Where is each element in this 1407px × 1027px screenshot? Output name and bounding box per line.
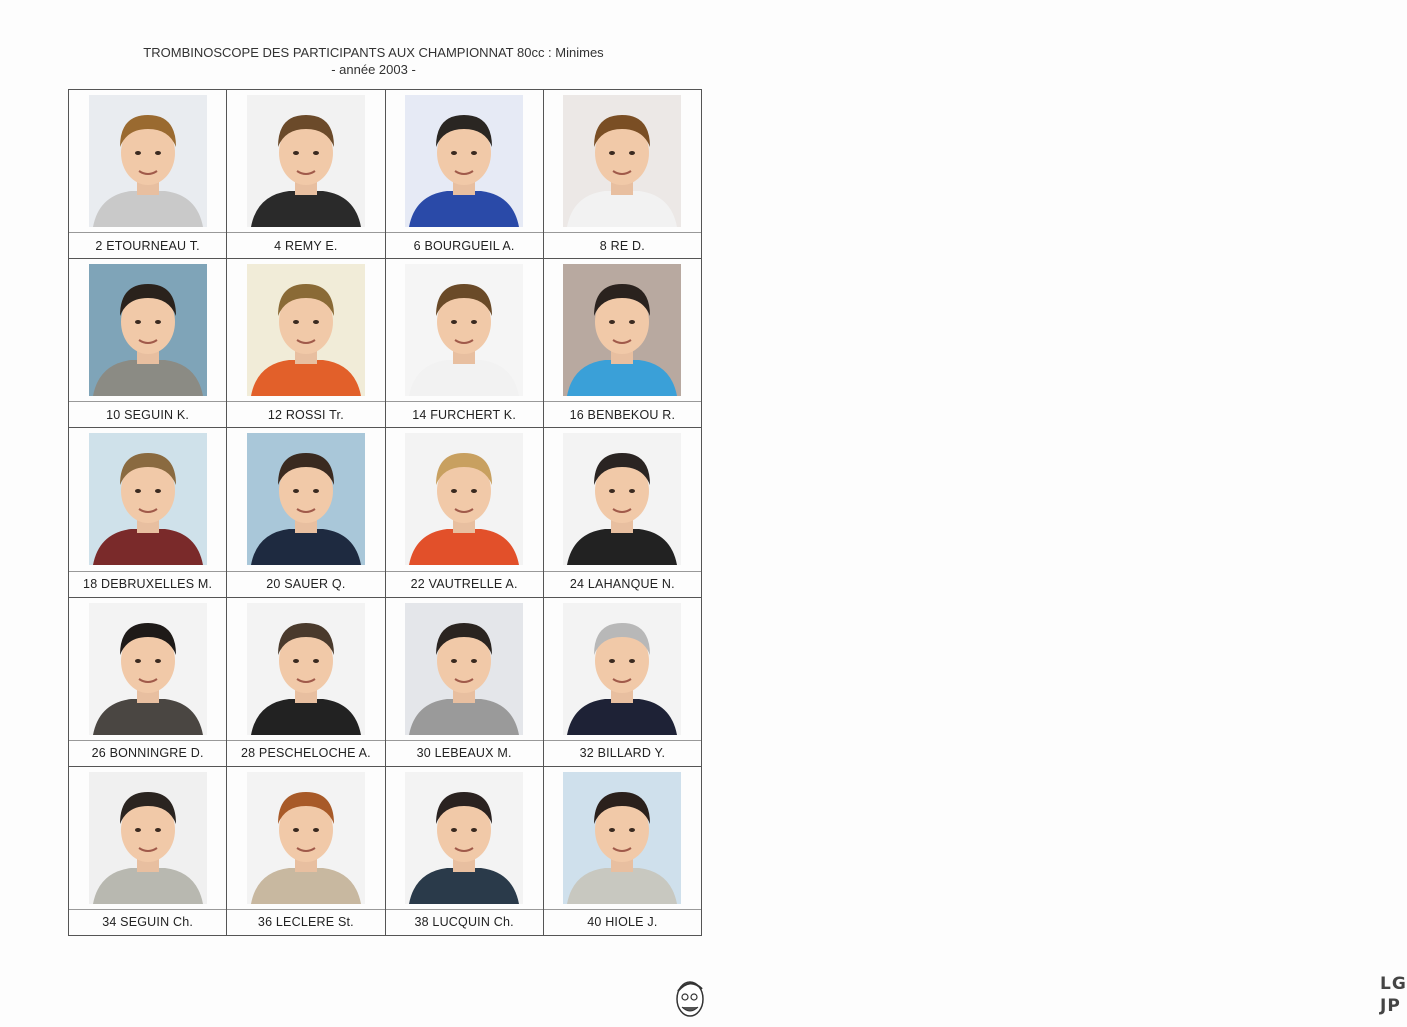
participant-photo [563,433,681,565]
participant-card [544,428,702,597]
participant-photo [247,603,365,735]
photo-area [227,90,384,232]
participant-name: 38 LUCQUIN Ch. [386,909,543,935]
participant-photo [89,433,207,565]
photo-area [69,259,226,401]
participant-photo [563,95,681,227]
participant-card [227,428,385,597]
lgjp-logo [672,973,1407,1023]
portrait-icon [405,772,523,904]
photo-area [386,767,543,909]
participant-name: 14 FURCHERT K. [386,401,543,427]
participant-card [69,428,227,597]
portrait-icon [89,95,207,227]
participant-name: 18 DEBRUXELLES M. [69,571,226,597]
photo-area [227,767,384,909]
participant-card [386,90,544,259]
portrait-icon [247,95,365,227]
participant-photo [563,264,681,396]
participant-name: 26 BONNINGRE D. [69,740,226,766]
participant-name: 22 VAUTRELLE A. [386,571,543,597]
photo-area [544,428,701,570]
participant-photo [247,433,365,565]
portrait-icon [563,264,681,396]
participant-name: 16 BENBEKOU R. [544,401,701,427]
portrait-icon [405,603,523,735]
participant-photo [89,603,207,735]
page-title: TROMBINOSCOPE DES PARTICIPANTS AUX CHAMPIONNAT 80cc : Minimes [143,45,604,60]
participant-name: 8 RE D. [544,232,701,258]
participant-card [386,598,544,767]
photo-area [69,598,226,740]
photo-area [386,428,543,570]
participant-photo [405,433,523,565]
participant-name: 10 SEGUIN K. [69,401,226,427]
logo-text-top: LG [1380,974,1407,994]
participant-photo [247,264,365,396]
participant-photo [89,772,207,904]
portrait-icon [247,433,365,565]
portrait-icon [89,772,207,904]
portrait-icon [89,433,207,565]
participant-photo [89,264,207,396]
photo-area [386,259,543,401]
participant-card [544,767,702,936]
participant-card [386,428,544,597]
participant-card [227,259,385,428]
face-sketch-icon [672,973,744,1023]
participant-card [69,90,227,259]
participant-name: 12 ROSSI Tr. [227,401,384,427]
participant-card [227,598,385,767]
photo-area [69,90,226,232]
participant-photo [405,603,523,735]
portrait-icon [563,433,681,565]
participant-name: 2 ETOURNEAU T. [69,232,226,258]
portrait-icon [247,603,365,735]
photo-area [69,428,226,570]
portrait-icon [405,95,523,227]
participant-photo [563,603,681,735]
photo-area [544,259,701,401]
participant-name: 32 BILLARD Y. [544,740,701,766]
participant-photo [89,95,207,227]
participant-photo [247,95,365,227]
participant-photo [563,772,681,904]
participant-card [386,259,544,428]
photo-area [386,598,543,740]
portrait-icon [563,772,681,904]
photo-area [69,767,226,909]
photo-area [227,259,384,401]
page-subtitle: - année 2003 - [331,62,416,77]
participant-photo [405,95,523,227]
participant-name: 6 BOURGUEIL A. [386,232,543,258]
participant-card [544,598,702,767]
participant-card [69,259,227,428]
participant-card [227,90,385,259]
participant-card [386,767,544,936]
participant-photo [247,772,365,904]
portrait-icon [405,264,523,396]
logo-text-bottom: JP [1380,996,1401,1016]
page-header [0,44,747,78]
portrait-icon [563,603,681,735]
participant-name: 40 HIOLE J. [544,909,701,935]
portrait-icon [89,264,207,396]
participant-name: 24 LAHANQUE N. [544,571,701,597]
participant-name: 4 REMY E. [227,232,384,258]
participant-card [227,767,385,936]
participant-grid [68,89,702,936]
portrait-icon [247,264,365,396]
participant-photo [405,772,523,904]
photo-area [544,767,701,909]
participant-card [544,259,702,428]
participant-name: 20 SAUER Q. [227,571,384,597]
photo-area [386,90,543,232]
participant-name: 34 SEGUIN Ch. [69,909,226,935]
participant-card [69,767,227,936]
participant-card [544,90,702,259]
portrait-icon [89,603,207,735]
participant-card [69,598,227,767]
photo-area [227,428,384,570]
photo-area [227,598,384,740]
portrait-icon [563,95,681,227]
participant-name: 30 LEBEAUX M. [386,740,543,766]
portrait-icon [405,433,523,565]
portrait-icon [247,772,365,904]
photo-area [544,90,701,232]
participant-name: 36 LECLERE St. [227,909,384,935]
participant-name: 28 PESCHELOCHE A. [227,740,384,766]
photo-area [544,598,701,740]
participant-photo [405,264,523,396]
